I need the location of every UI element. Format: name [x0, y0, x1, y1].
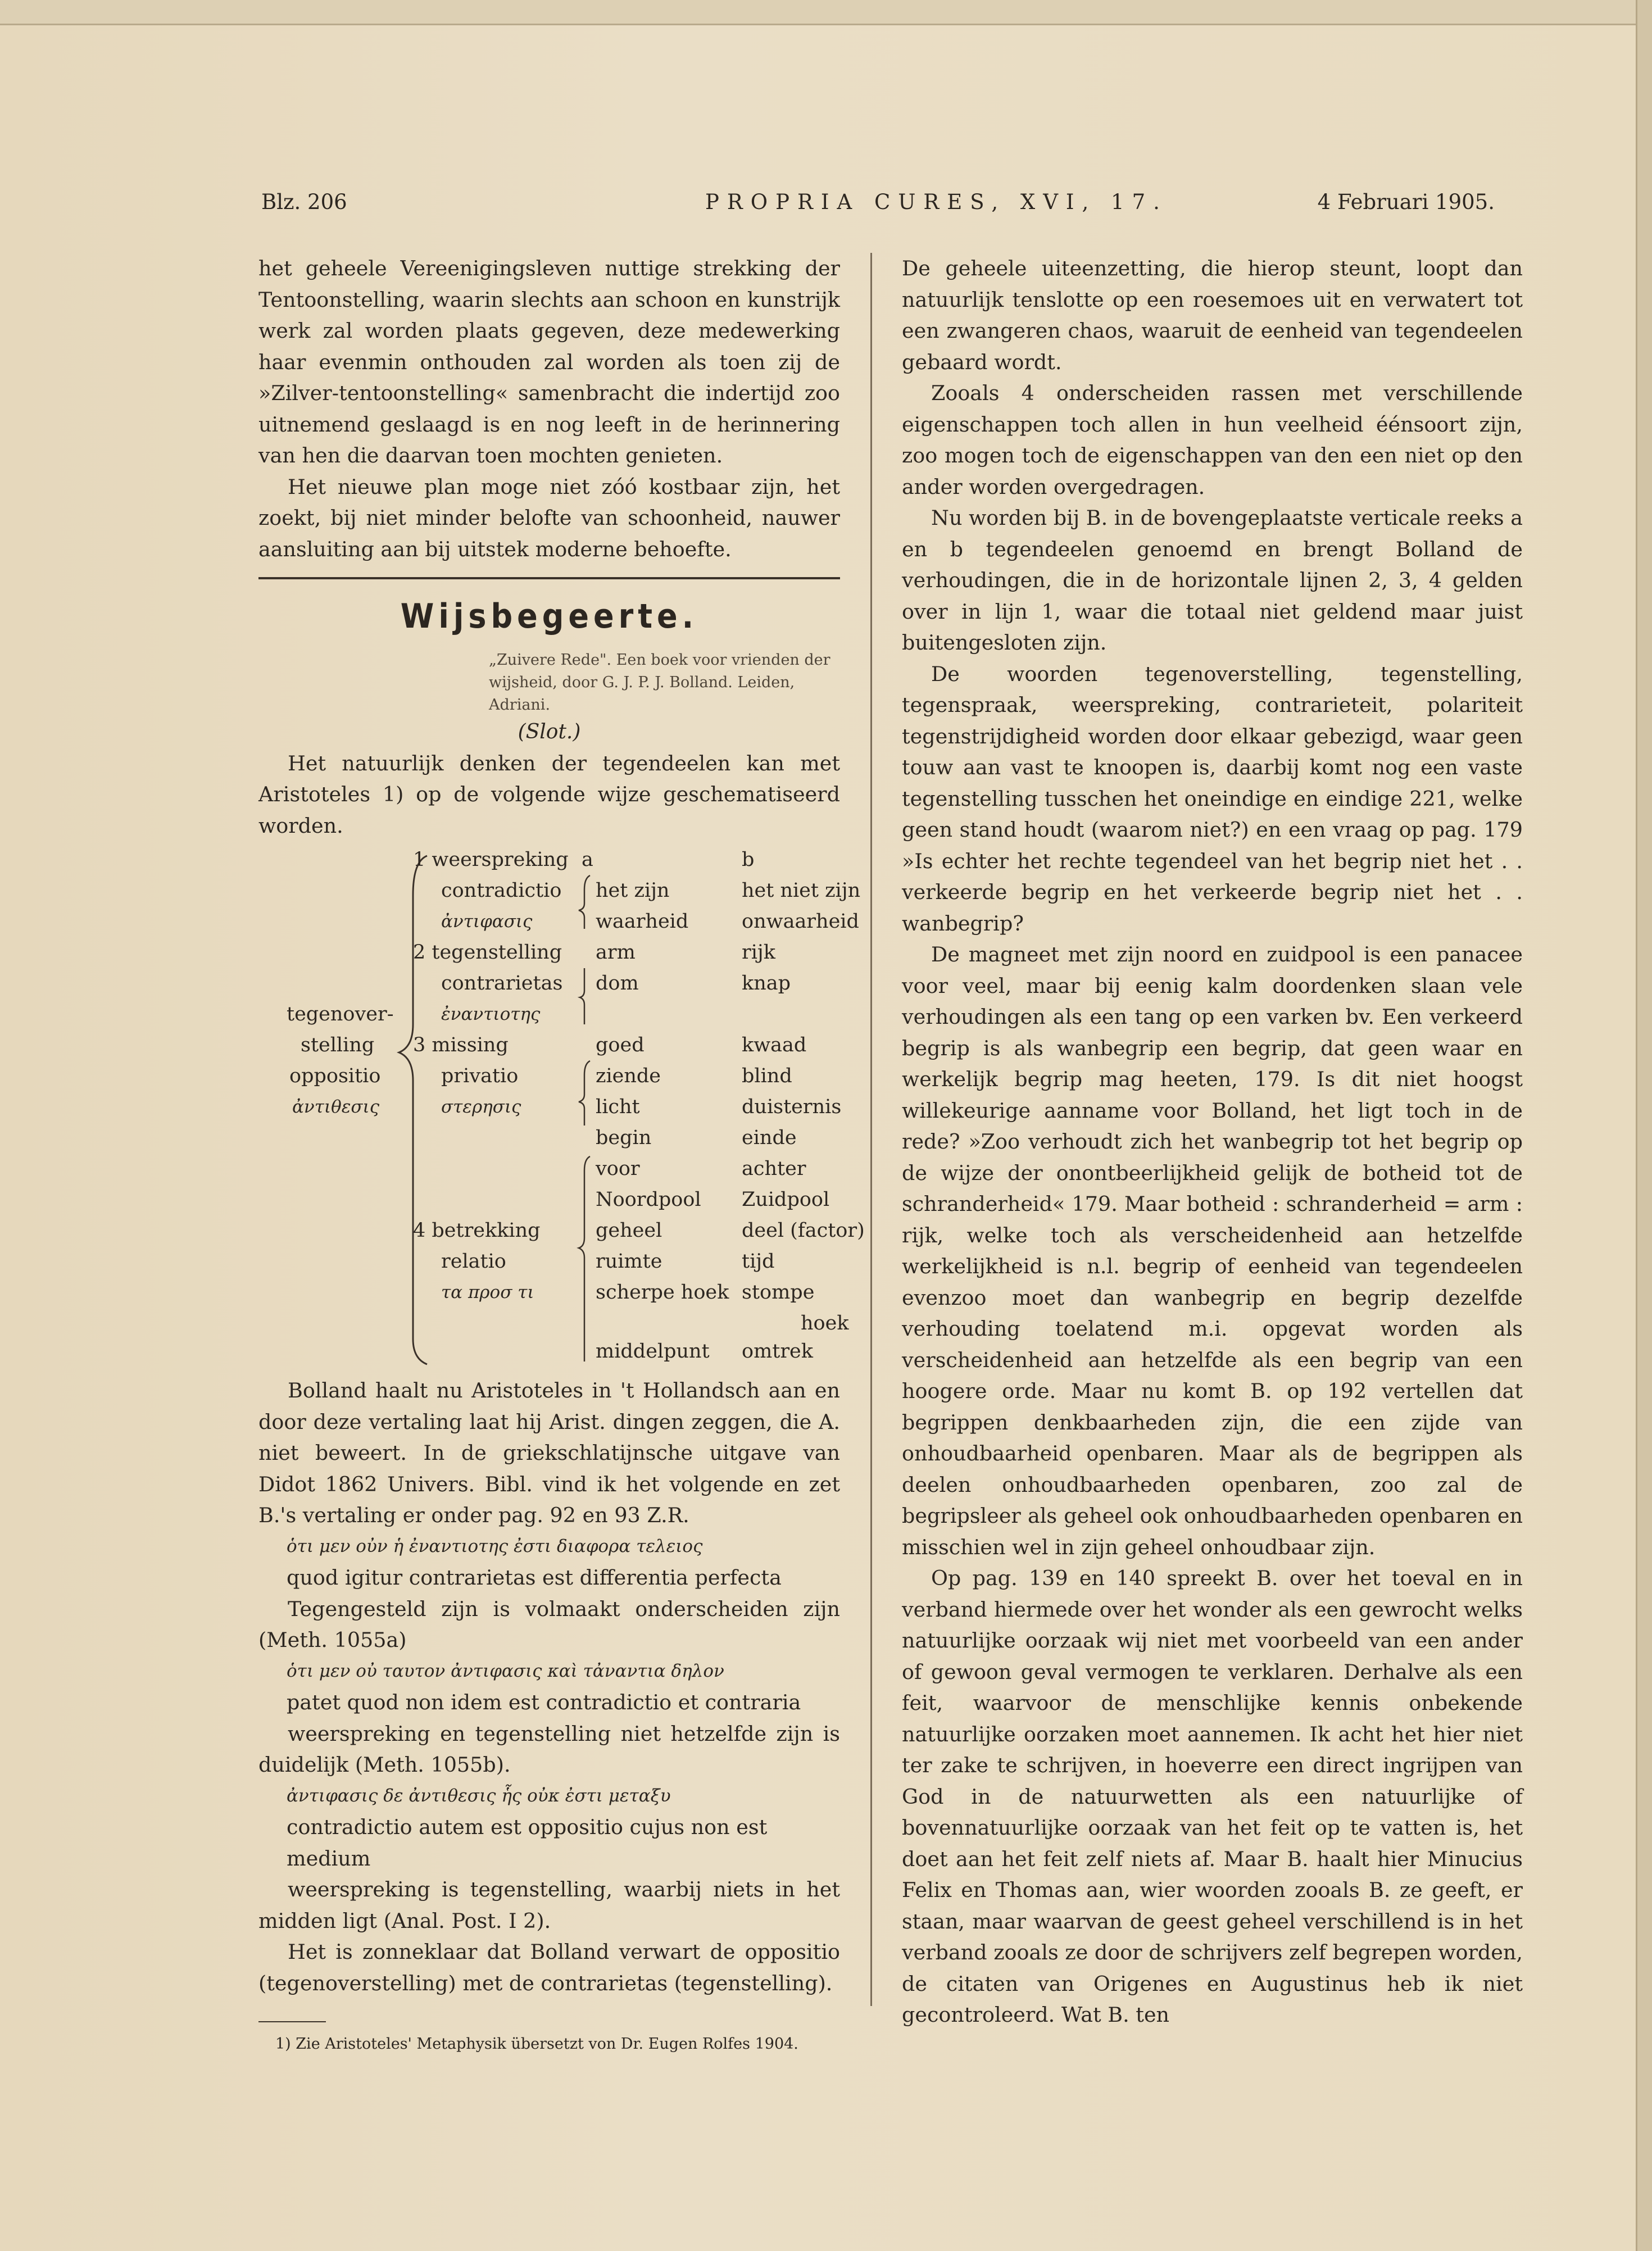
- scheme-root-label: tegenover-: [287, 1003, 394, 1025]
- dutch-translation: weerspreking is tegenstelling, waarbij niets in het midden ligt (Anal. Post. I 2).: [258, 1877, 840, 1933]
- right-column: [902, 253, 1523, 2031]
- pair-a: voor: [596, 1158, 640, 1180]
- left-column: [258, 253, 865, 2055]
- group-4-label: 4 betrekking: [413, 1219, 541, 1242]
- pair-b: hoek: [801, 1312, 849, 1335]
- latin-quote: quod igitur contrarietas est differentia perfecta: [287, 1565, 782, 1590]
- latin-quote: contradictio autem est oppositio cujus non est medium: [287, 1815, 768, 1871]
- pair-a: Noordpool: [596, 1188, 701, 1211]
- greek-quote: ἀντιφασις δε ἀντιθεσις ἧς οὐκ ἐστι μεταξυ: [287, 1785, 671, 1806]
- group-3-latin: privatio: [441, 1065, 519, 1087]
- pair-b: het niet zijn: [742, 879, 861, 902]
- group-1-greek: ἀντιφασις: [441, 911, 533, 932]
- pair-a: ruimte: [596, 1250, 662, 1273]
- pair-a: geheel: [596, 1219, 662, 1242]
- pair-b: kwaad: [742, 1034, 807, 1056]
- group-2-greek: ἐναντιοτης: [441, 1004, 541, 1024]
- dutch-translation: weerspreking en tegenstelling niet hetzelfde zijn is duidelijk (Meth. 1055b).: [258, 1721, 840, 1777]
- paragraph: Zooals 4 onderscheiden rassen met verschillende eigenschappen toch allen in hun veelheid éénsoort zijn, zoo mogen toch de eigenschappen van den een niet op den ander worden overgedragen.: [902, 381, 1523, 499]
- issue-date: 4 Februari 1905.: [1317, 190, 1495, 214]
- paragraph: Bolland haalt nu Aristoteles in 't Hollandsch aan en door deze vertaling laat hij Arist. dingen zeggen, die A. niet beweert. In de griekschlatijnsche uitgave van Didot 1862 Univers. Bibl. vind ik het volgende en zet B.'s vertaling er onder pag. 92 en 93 Z.R.: [258, 1378, 840, 1527]
- greek-quote: ὁτι μεν οὐν ἡ ἐναντιοτης ἐστι διαφορα τελειος: [287, 1536, 703, 1556]
- right-page-edge: [1636, 0, 1652, 2251]
- pair-b: einde: [742, 1127, 797, 1149]
- opposition-scheme: [258, 845, 865, 1367]
- pair-b: achter: [742, 1158, 806, 1180]
- scheme-root-label: ἀντιθεσις: [292, 1097, 380, 1117]
- group-3-greek: στερησις: [441, 1097, 521, 1117]
- dutch-translation: Tegengesteld zijn is volmaakt onderscheiden zijn (Meth. 1055a): [258, 1596, 840, 1652]
- pair-a: waarheid: [596, 910, 689, 933]
- paragraph: Op pag. 139 en 140 spreekt B. over het toeval en in verband hiermede over het wonder als een gewrocht welks natuurlijke oorzaak wij niet met voorbeeld van een ander of gewoon geval vermogen te verklaren. Derhalve als een feit, waarvoor de menschlijke kennis onbekende natuurlijke oorzaken moet aannemen. Ik acht het hier niet ter zake te schrijven, in hoeverre een direct ingrijpen van God in de natuurwetten als een natuurlijke of bovennatuurlijke oorzaak van het feit op te vatten is, het doet aan het feit zelf niets af. Maar B. haalt hier Minucius Felix en Thomas aan, wier woorden zooals B. ze geeft, er staan, maar waarvan de geest geheel verschillend is in het verband zooals ze door de schrijvers zelf begrepen worden, de citaten van Origenes en Augustinus heb ik niet gecontroleerd. Wat B. ten: [902, 1566, 1523, 2027]
- pair-a: ziende: [596, 1065, 661, 1087]
- pair-b: deel (factor): [742, 1219, 865, 1242]
- pair-a: middelpunt: [596, 1340, 710, 1363]
- column-header-b: b: [742, 848, 755, 871]
- pair-b: Zuidpool: [742, 1188, 830, 1211]
- pair-b: stompe: [742, 1281, 815, 1304]
- pair-b: onwaarheid: [742, 910, 859, 933]
- paragraph: het geheele Vereenigingsleven nuttige strekking der Tentoonstelling, waarin slechts aan schoon en kunstrijk werk zal worden plaats gegeven, deze medewerking haar evenmin onthouden zal worden als toen zij de »Zilver-tentoonstelling« samenbracht die indertijd zoo uitnemend geslaagd is en nog leeft in de herinnering van hen die daarvan toen mochten genieten.: [258, 256, 840, 468]
- pair-b: blind: [742, 1065, 792, 1087]
- group-4-latin: relatio: [441, 1250, 506, 1273]
- book-citation: „Zuivere Rede". Een boek voor vrienden der wijsheid, door G. J. P. J. Bolland. Leiden, Adriani.: [489, 651, 830, 714]
- scheme-root-label: stelling: [301, 1034, 375, 1056]
- slot-label: (Slot.): [518, 720, 581, 743]
- pair-a: het zijn: [596, 879, 670, 902]
- paragraph: Nu worden bij B. in de bovengeplaatste verticale reeks a en b tegendeelen genoemd en brengt Bolland de verhoudingen, die in de horizontale lijnen 2, 3, 4 gelden over in lijn 1, waar die totaal niet geldend maar juist buitengesloten zijn.: [902, 506, 1523, 655]
- group-2-latin: contrarietas: [441, 972, 563, 995]
- group-2-label: 2 tegenstelling: [413, 941, 562, 964]
- paragraph: Het nieuwe plan moge niet zóó kostbaar zijn, het zoekt, bij niet minder belofte van schoonheid, nauwer aansluiting aan bij uitstek moderne behoefte.: [258, 474, 840, 561]
- column-header-a: a: [582, 848, 593, 871]
- page-number: Blz. 206: [261, 190, 347, 214]
- pair-a: dom: [596, 972, 639, 995]
- paragraph: De geheele uiteenzetting, die hierop steunt, loopt dan natuurlijk tenslotte op een roesemoes uit en verwatert tot een zwangeren chaos, waaruit de eenheid van tegendeelen gebaard wordt.: [902, 256, 1523, 374]
- footnote: 1) Zie Aristoteles' Metaphysik übersetzt von Dr. Eugen Rolfes 1904.: [275, 2035, 798, 2053]
- pair-a: goed: [596, 1034, 645, 1056]
- column-divider: [870, 253, 872, 2006]
- paragraph: De woorden tegenoverstelling, tegenstelling, tegenspraak, weerspreking, contrarieteit, polariteit tegenstrijdigheid worden door elkaar gebezigd, waar geen touw aan vast te knoopen is, daarbij komt nog een vaste tegenstelling tusschen het oneindige en eindige 221, welke geen stand houdt (waarom niet?) en een vraag op pag. 179 »Is echter het rechte tegendeel van het begrip niet het . . verkeerde begrip en het verkeerde begrip niet het . . wanbegrip?: [902, 661, 1523, 936]
- pair-a: arm: [596, 941, 636, 964]
- group-1-label: 1 weerspreking: [413, 848, 569, 871]
- running-header: [261, 190, 1495, 224]
- pair-a: licht: [596, 1096, 640, 1118]
- journal-title: PROPRIA CURES, XVI, 17.: [705, 190, 1168, 214]
- section-rule: [258, 577, 840, 579]
- group-4-greek: τα προσ τι: [441, 1282, 534, 1303]
- pair-b: omtrek: [742, 1340, 813, 1363]
- greek-quote: ὁτι μεν οὐ ταυτον ἀντιφασις καὶ τἀναντια δηλον: [287, 1660, 724, 1681]
- group-3-label: 3 missing: [413, 1034, 509, 1056]
- top-page-edge: [0, 0, 1652, 25]
- section-title: Wijsbegeerte.: [400, 597, 698, 636]
- pair-b: knap: [742, 972, 791, 995]
- paragraph: Het is zonneklaar dat Bolland verwart de oppositio (tegenoverstelling) met de contrarietas (tegenstelling).: [258, 1940, 840, 1995]
- scheme-root-label: oppositio: [289, 1065, 381, 1087]
- paragraph: De magneet met zijn noord en zuidpool is een panacee voor veel, maar bij eenig kalm doordenken slaan vele verhoudingen als een tang op een varken bv. Een verkeerd begrip is als wanbegrip een begrip, dat geen waar en werkelijk begrip mag heeten, 179. Is dit niet hoogst willekeurige aanname voor Bolland, het ligt toch in de rede? »Zoo verhoudt zich het wanbegrip tot het begrip op de wijze der onontbeerlijkheid gelijk de botheid tot de schranderheid« 179. Maar botheid : schranderheid = arm : rijk, welke toch als verscheidenheid aan hetzelfde werkelijkheid is n.l. begrip of eenheid van tegendeelen evenzoo moet dan wanbegrip en begrip dezelfde verhouding toelatend m.i. opgevat worden als verscheidenheid aan hetzelfde als een begrip van een hoogere orde. Maar nu komt B. op 192 vertellen dat begrippen denkbaarheden zijn, die een zijde van onhoudbaarheid openbaren. Maar als de begrippen als deelen onhoudbaarheden openbaren, zoo zal de begripsleer als geheel ook onhoudbaarheden openbaren en misschien wel in zijn geheel onhoudbaar zijn.: [902, 942, 1523, 1559]
- latin-quote: patet quod non idem est contradictio et contraria: [287, 1690, 801, 1714]
- pair-b: duisternis: [742, 1096, 842, 1118]
- footnote-rule: [258, 2021, 326, 2022]
- paragraph: Het natuurlijk denken der tegendeelen kan met Aristoteles 1) op de volgende wijze geschematiseerd worden.: [258, 751, 840, 838]
- pair-a: scherpe hoek: [596, 1281, 729, 1304]
- pair-b: rijk: [742, 941, 775, 964]
- pair-a: begin: [596, 1127, 652, 1149]
- group-1-latin: contradictio: [441, 879, 562, 902]
- pair-b: tijd: [742, 1250, 775, 1273]
